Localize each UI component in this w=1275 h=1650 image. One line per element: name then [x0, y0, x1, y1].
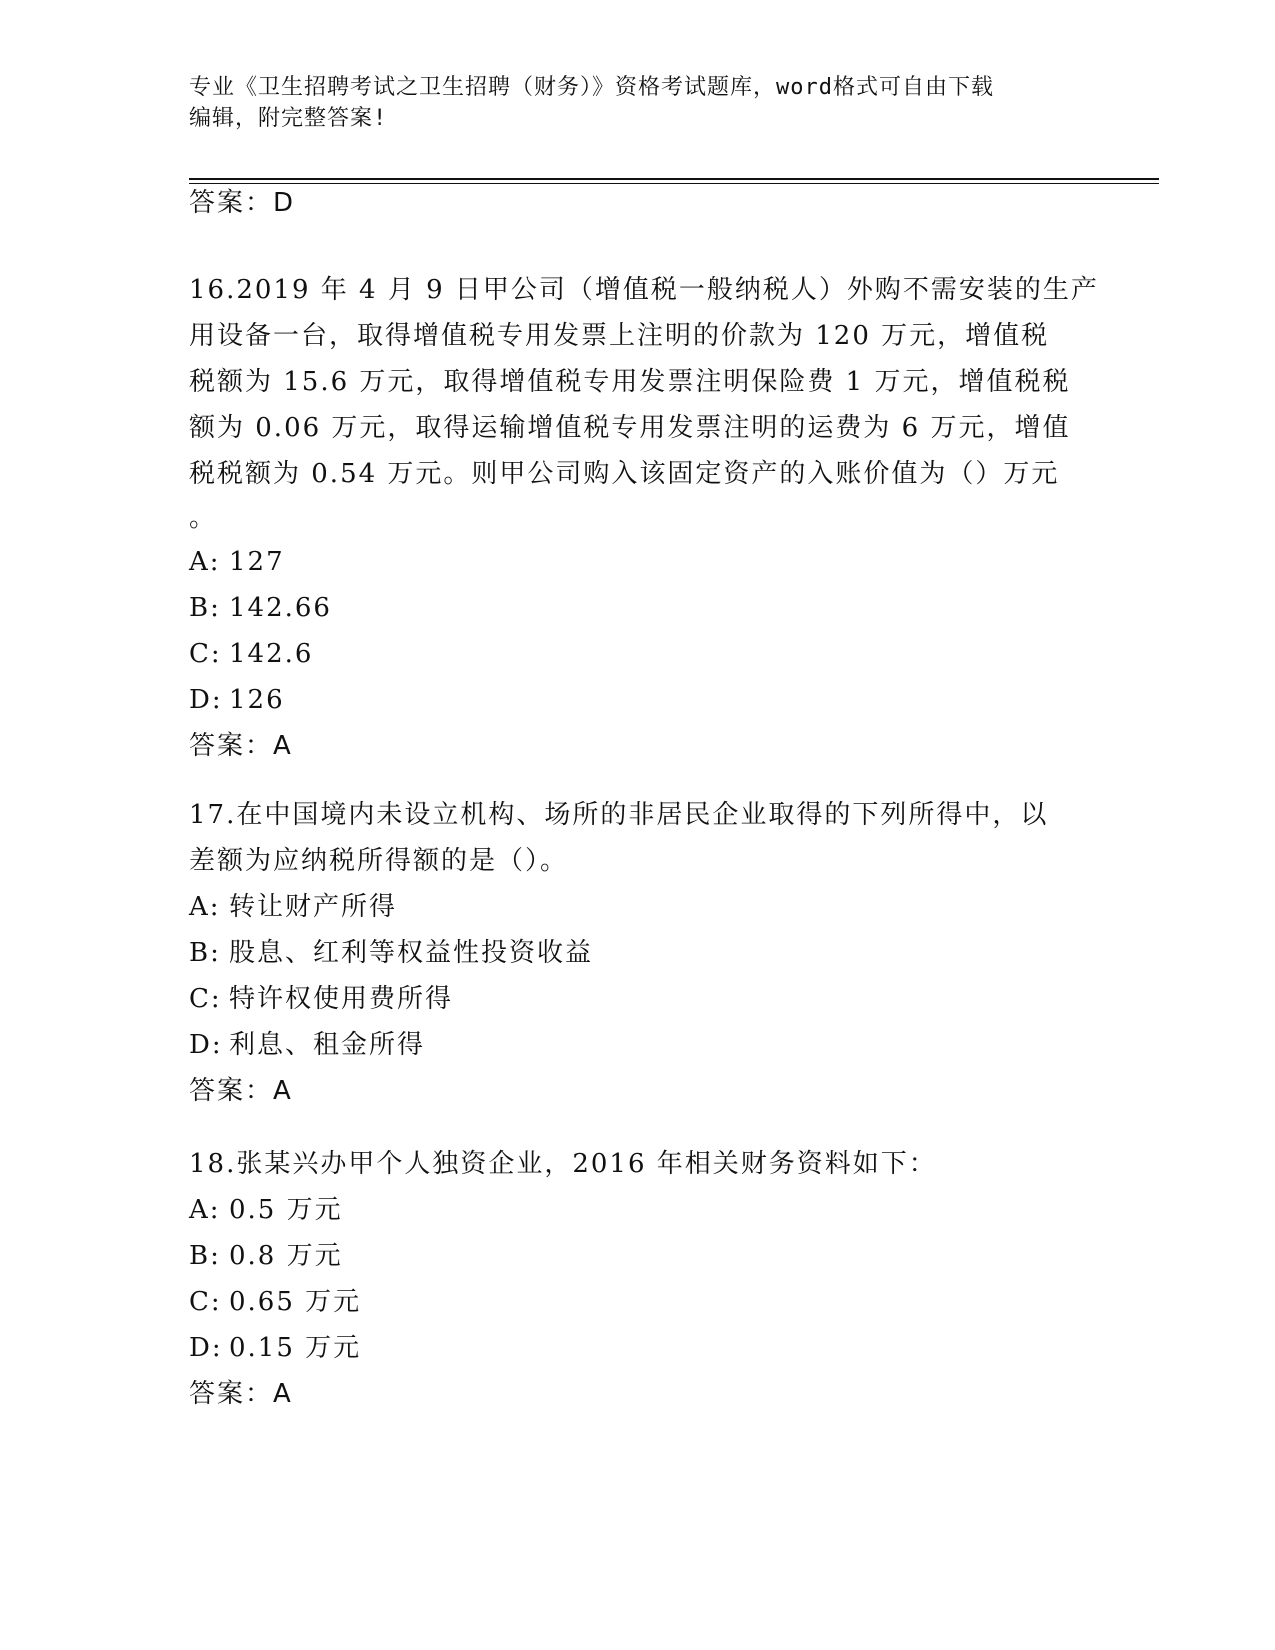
question-text-line: 用设备一台，取得增值税专用发票上注明的价款为 120 万元，增值税 [189, 321, 1050, 351]
option-d [189, 677, 1089, 723]
answer-label: 答案：A [189, 1076, 293, 1106]
option-key: D: [189, 685, 223, 715]
option-text: 126 [229, 685, 285, 715]
question-text-line: 差额为应纳税所得额的是（）。 [189, 846, 569, 876]
option-text: 0.5 万元 [229, 1195, 343, 1225]
answer-label: 答案：A [189, 731, 293, 761]
option-text: 0.65 万元 [229, 1287, 362, 1317]
option-key: A: [189, 892, 221, 922]
option-text: 142.6 [229, 639, 314, 669]
header-line-1: 专业《卫生招聘考试之卫生招聘（财务）》资格考试题库，word格式可自由下载 [189, 75, 994, 100]
document-header [189, 72, 1089, 134]
option-c [189, 631, 1089, 677]
option-text: 股息、红利等权益性投资收益 [229, 938, 594, 968]
question-text-line: 17.在中国境内未设立机构、场所的非居民企业取得的下列所得中，以 [189, 800, 1049, 830]
option-text: 0.8 万元 [229, 1241, 343, 1271]
option-b [189, 1233, 1089, 1279]
option-key: D: [189, 1333, 223, 1363]
question-16 [189, 267, 1099, 769]
option-key: B: [189, 938, 221, 968]
option-d [189, 1325, 1089, 1371]
question-text-line: 税税额为 0.54 万元。则甲公司购入该固定资产的入账价值为（）万元 [189, 459, 1060, 489]
option-key: C: [189, 1287, 222, 1317]
option-key: B: [189, 1241, 221, 1271]
header-line-2: 编辑，附完整答案! [189, 106, 388, 131]
option-text: 142.66 [229, 593, 332, 623]
question-18 [189, 1141, 1089, 1417]
option-key: C: [189, 639, 222, 669]
question-text-line: 税额为 15.6 万元，取得增值税专用发票注明保险费 1 万元，增值税税 [189, 367, 1071, 397]
option-key: B: [189, 593, 221, 623]
question-text-line: 18.张某兴办甲个人独资企业，2016 年相关财务资料如下： [189, 1149, 937, 1179]
option-text: 转让财产所得 [229, 892, 398, 922]
option-key: A: [189, 1195, 221, 1225]
option-text: 127 [229, 547, 285, 577]
option-text: 特许权使用费所得 [229, 984, 454, 1014]
option-d [189, 1022, 1089, 1068]
question-17 [189, 792, 1089, 1114]
option-key: D: [189, 1030, 223, 1060]
option-key: C: [189, 984, 222, 1014]
option-a [189, 539, 1089, 585]
option-a [189, 1187, 1089, 1233]
question-text-line: 。 [189, 503, 218, 533]
option-c [189, 1279, 1089, 1325]
option-c [189, 976, 1089, 1022]
option-b [189, 930, 1089, 976]
option-key: A: [189, 547, 221, 577]
answer-label: 答案：D [189, 188, 296, 218]
option-a [189, 884, 1089, 930]
answer-label: 答案：A [189, 1379, 293, 1409]
option-text: 0.15 万元 [229, 1333, 362, 1363]
prev-answer-block [189, 180, 1089, 226]
question-text-line: 额为 0.06 万元，取得运输增值税专用发票注明的运费为 6 万元，增值 [189, 413, 1071, 443]
option-b [189, 585, 1089, 631]
question-text-line: 16.2019 年 4 月 9 日甲公司（增值税一般纳税人）外购不需安装的生产 [189, 275, 1099, 305]
option-text: 利息、租金所得 [229, 1030, 426, 1060]
